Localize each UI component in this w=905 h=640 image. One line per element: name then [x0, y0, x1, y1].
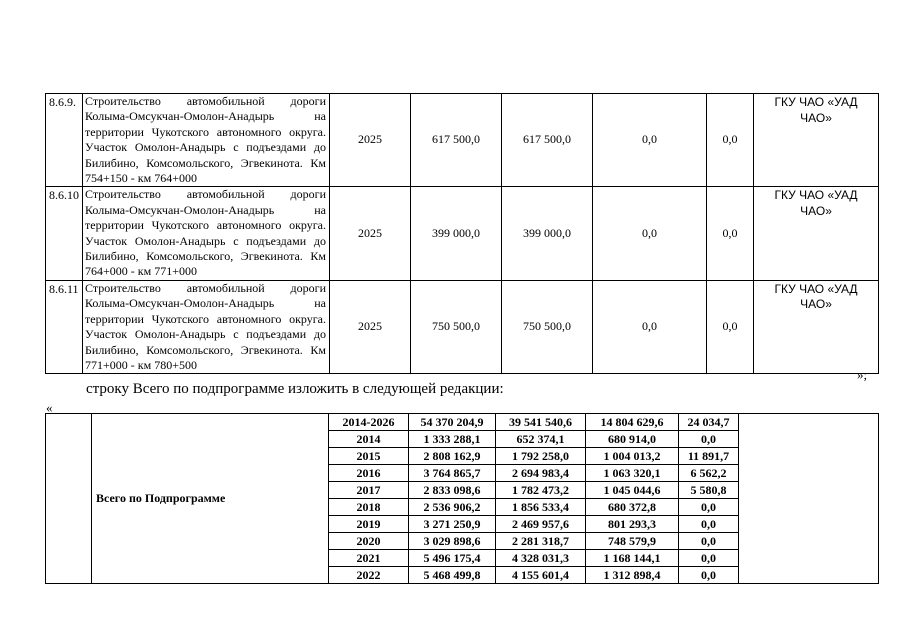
row-description: Строительство автомобильной дороги Колыма-Омсукчан-Омолон-Анадырь на территории Чукотского автономного округа. Участок Омолон-Анадырь с подъездами до Билибино, Комсомольского, Эгвекинота. Км 764+000 - км 771+000 [83, 187, 330, 280]
summary-total: 1 333 288,1 [409, 431, 496, 448]
summary-reg: 680 914,0 [586, 431, 679, 448]
summary-fed: 2 469 957,6 [496, 516, 586, 533]
summary-reg: 801 293,3 [586, 516, 679, 533]
summary-year: 2022 [329, 567, 409, 584]
row-regional: 0,0 [593, 94, 707, 187]
summary-total: 54 370 204,9 [409, 414, 496, 431]
summary-total: 5 468 499,8 [409, 567, 496, 584]
summary-table [45, 413, 879, 584]
summary-reg: 680 372,8 [586, 499, 679, 516]
summary-row [46, 414, 879, 431]
summary-total: 2 536 906,2 [409, 499, 496, 516]
opening-quote: « [46, 400, 53, 415]
summary-other: 0,0 [679, 431, 739, 448]
row-federal: 399 000,0 [502, 187, 593, 280]
summary-other: 6 562,2 [679, 465, 739, 482]
row-year: 2025 [330, 187, 411, 280]
summary-other: 0,0 [679, 499, 739, 516]
summary-year: 2020 [329, 533, 409, 550]
summary-year: 2021 [329, 550, 409, 567]
summary-total: 2 808 162,9 [409, 448, 496, 465]
summary-other: 0,0 [679, 533, 739, 550]
table-row [46, 187, 879, 280]
table-row [46, 94, 879, 187]
summary-fed: 1 782 473,2 [496, 482, 586, 499]
summary-year: 2016 [329, 465, 409, 482]
summary-reg: 1 063 320,1 [586, 465, 679, 482]
row-total: 617 500,0 [411, 94, 502, 187]
summary-reg: 1 312 898,4 [586, 567, 679, 584]
summary-other: 24 034,7 [679, 414, 739, 431]
program-table [45, 93, 879, 374]
row-organization: ГКУ ЧАО «УАД ЧАО» [754, 280, 879, 373]
summary-other: 0,0 [679, 550, 739, 567]
summary-reg: 1 168 144,1 [586, 550, 679, 567]
row-organization: ГКУ ЧАО «УАД ЧАО» [754, 94, 879, 187]
summary-fed: 39 541 540,6 [496, 414, 586, 431]
summary-other: 11 891,7 [679, 448, 739, 465]
row-description: Строительство автомобильной дороги Колыма-Омсукчан-Омолон-Анадырь на территории Чукотского автономного округа. Участок Омолон-Анадырь с подъездами до Билибино, Комсомольского, Эгвекинота. Км 754+150 - км 764+000 [83, 94, 330, 187]
row-other: 0,0 [707, 94, 754, 187]
row-regional: 0,0 [593, 280, 707, 373]
row-total: 399 000,0 [411, 187, 502, 280]
row-number: 8.6.9. [46, 94, 83, 187]
summary-fed: 1 856 533,4 [496, 499, 586, 516]
row-regional: 0,0 [593, 187, 707, 280]
instruction-text: строку Всего по подпрограмме изложить в следующей редакции: [86, 381, 504, 397]
summary-total: 3 029 898,6 [409, 533, 496, 550]
summary-other: 5 580,8 [679, 482, 739, 499]
table-row [46, 280, 879, 373]
row-federal: 750 500,0 [502, 280, 593, 373]
summary-year: 2014 [329, 431, 409, 448]
summary-empty-cell [46, 414, 92, 584]
row-description: Строительство автомобильной дороги Колыма-Омсукчан-Омолон-Анадырь на территории Чукотского автономного округа. Участок Омолон-Анадырь с подъездами до Билибино, Комсомольского, Эгвекинота. Км 771+000 - км 780+500 [83, 280, 330, 373]
summary-org-cell [739, 414, 879, 584]
row-federal: 617 500,0 [502, 94, 593, 187]
summary-year: 2019 [329, 516, 409, 533]
row-year: 2025 [330, 94, 411, 187]
summary-other: 0,0 [679, 516, 739, 533]
summary-reg: 748 579,9 [586, 533, 679, 550]
row-organization: ГКУ ЧАО «УАД ЧАО» [754, 187, 879, 280]
summary-fed: 2 694 983,4 [496, 465, 586, 482]
summary-year: 2017 [329, 482, 409, 499]
summary-reg: 1 045 044,6 [586, 482, 679, 499]
summary-fed: 2 281 318,7 [496, 533, 586, 550]
row-number: 8.6.11 [46, 280, 83, 373]
summary-fed: 652 374,1 [496, 431, 586, 448]
row-number: 8.6.10 [46, 187, 83, 280]
summary-year: 2018 [329, 499, 409, 516]
summary-total: 5 496 175,4 [409, 550, 496, 567]
summary-reg: 1 004 013,2 [586, 448, 679, 465]
summary-total: 3 764 865,7 [409, 465, 496, 482]
summary-total: 2 833 098,6 [409, 482, 496, 499]
summary-fed: 4 155 601,4 [496, 567, 586, 584]
summary-other: 0,0 [679, 567, 739, 584]
summary-fed: 1 792 258,0 [496, 448, 586, 465]
row-year: 2025 [330, 280, 411, 373]
summary-year: 2014-2026 [329, 414, 409, 431]
summary-total: 3 271 250,9 [409, 516, 496, 533]
summary-label: Всего по Подпрограмме [92, 414, 329, 584]
summary-reg: 14 804 629,6 [586, 414, 679, 431]
row-total: 750 500,0 [411, 280, 502, 373]
row-other: 0,0 [707, 280, 754, 373]
summary-year: 2015 [329, 448, 409, 465]
row-other: 0,0 [707, 187, 754, 280]
summary-fed: 4 328 031,3 [496, 550, 586, 567]
closing-quote: »; [857, 367, 868, 382]
